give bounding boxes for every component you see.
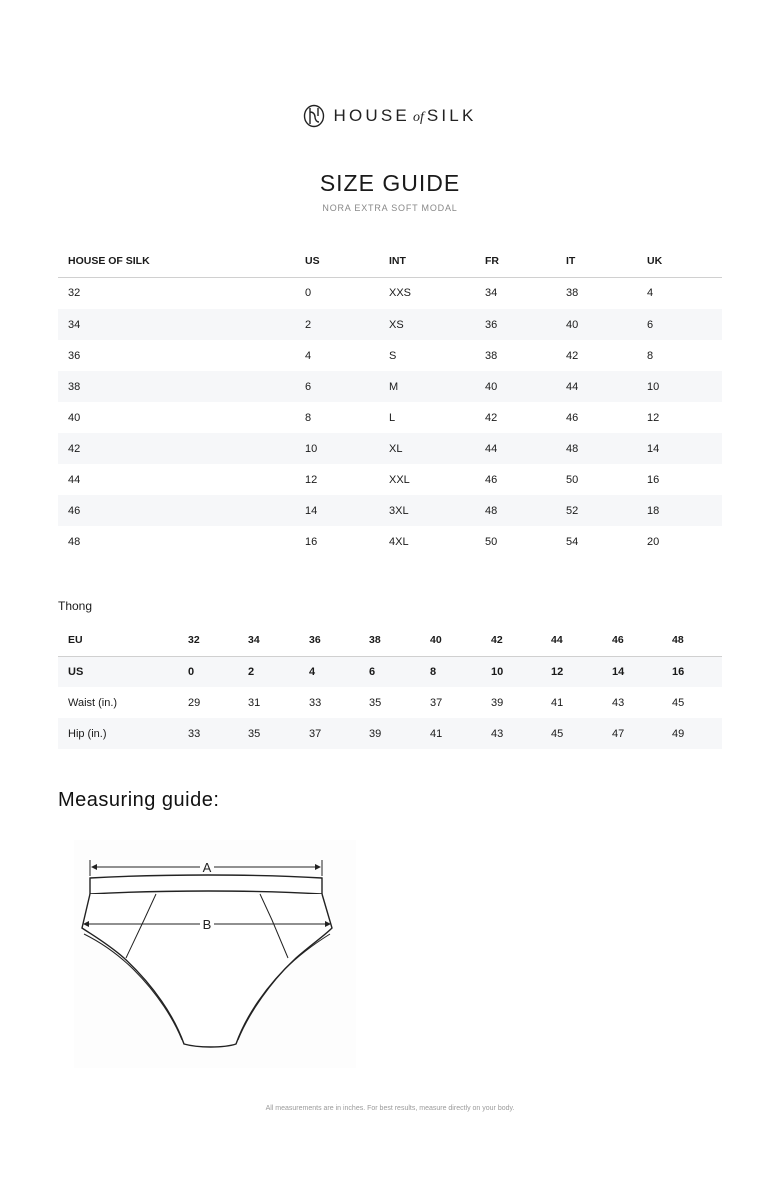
table-cell: 8 (647, 349, 654, 362)
table-cell: 12 (541, 656, 602, 687)
table-cell: 14 (602, 656, 662, 687)
column-header: IT (556, 245, 637, 277)
table-cell: 43 (481, 718, 541, 749)
table-cell: 14 (637, 433, 722, 464)
column-header: 46 (602, 624, 662, 656)
table-cell: 2 (238, 656, 299, 687)
table-cell: 6 (359, 656, 420, 687)
page-subtitle: NORA EXTRA SOFT MODAL (322, 203, 458, 213)
table-cell: 16 (647, 473, 660, 486)
table-cell: 37 (430, 696, 443, 709)
table-cell: 39 (359, 718, 420, 749)
column-header: HOUSE OF SILK (58, 245, 295, 277)
table-cell: 35 (238, 718, 299, 749)
measure-label-a: A (202, 860, 212, 875)
column-header: 34 (238, 624, 299, 656)
measuring-guide-title: Measuring guide: (58, 789, 220, 811)
table-cell: XL (379, 433, 475, 464)
column-header: 32 (178, 624, 238, 656)
table-cell: 16 (662, 656, 722, 687)
table-cell: 35 (369, 696, 382, 709)
table-cell: 48 (68, 535, 81, 548)
column-header: INT (379, 245, 475, 277)
table-cell: 10 (295, 433, 379, 464)
table-cell: 4 (299, 656, 359, 687)
table-cell: 32 (68, 287, 81, 300)
table-cell: 6 (295, 371, 379, 402)
table-cell: M (379, 371, 475, 402)
table-cell: 37 (299, 718, 359, 749)
table-cell: 41 (420, 718, 481, 749)
page-title: SIZE GUIDE (319, 170, 461, 196)
table-cell: 46 (485, 473, 498, 486)
table-cell: 3XL (379, 495, 475, 526)
column-header: 42 (481, 624, 541, 656)
table-cell: 40 (556, 309, 637, 340)
table-cell: XS (379, 309, 475, 340)
table-cell: 52 (556, 495, 637, 526)
table-cell: 45 (672, 696, 685, 709)
table-row (58, 402, 722, 433)
table-cell: 12 (305, 473, 318, 486)
table-cell: 43 (612, 696, 625, 709)
table-cell: 50 (485, 535, 498, 548)
column-header: US (295, 245, 379, 277)
table-cell: 50 (566, 473, 579, 486)
table-cell: 10 (481, 656, 541, 687)
table-cell: 41 (551, 696, 564, 709)
table-cell: 0 (305, 287, 312, 300)
thong-section-label: Thong (58, 599, 93, 613)
table-cell: 40 (475, 371, 556, 402)
table-cell: L (389, 411, 396, 424)
measure-label-b: B (202, 917, 212, 932)
column-header: EU (58, 624, 178, 656)
table-row (58, 371, 722, 402)
table-header-row (58, 624, 722, 656)
table-row (58, 687, 722, 718)
table-cell: 54 (566, 535, 579, 548)
footnote: All measurements are in inches. For best results, measure directly on your body. (265, 1105, 515, 1112)
table-cell: 14 (295, 495, 379, 526)
row-label: Hip (in.) (58, 718, 178, 749)
table-cell: 33 (309, 696, 322, 709)
table-cell: 36 (475, 309, 556, 340)
table-cell: 8 (305, 411, 312, 424)
table-cell: 45 (541, 718, 602, 749)
table-row (58, 340, 722, 371)
table-cell: 48 (556, 433, 637, 464)
table-cell: 47 (602, 718, 662, 749)
table-cell: 20 (647, 535, 660, 548)
table-cell: 29 (188, 696, 201, 709)
brand-logo (0, 104, 780, 128)
table-cell: 42 (485, 411, 498, 424)
table-cell: 31 (248, 696, 261, 709)
thong-size-table (58, 624, 722, 749)
table-cell: XXS (389, 287, 412, 300)
brand-wordmark: HOUSE of SILK (333, 106, 477, 125)
table-cell: 48 (475, 495, 556, 526)
table-cell: 36 (68, 349, 81, 362)
table-cell: S (389, 349, 397, 362)
table-row (58, 718, 722, 749)
table-cell: 8 (420, 656, 481, 687)
table-cell: 34 (58, 309, 295, 340)
table-cell: 42 (566, 349, 579, 362)
table-cell: 12 (647, 411, 660, 424)
table-cell: XXL (389, 473, 410, 486)
column-header: 40 (420, 624, 481, 656)
column-header: 38 (359, 624, 420, 656)
table-cell: 18 (637, 495, 722, 526)
table-row (58, 277, 722, 309)
column-header: FR (475, 245, 556, 277)
table-row (58, 433, 722, 464)
table-cell: 10 (637, 371, 722, 402)
table-cell: 6 (637, 309, 722, 340)
column-header: 48 (662, 624, 722, 656)
table-cell: 38 (58, 371, 295, 402)
table-row (58, 656, 722, 687)
briefs-measurement-diagram-icon (74, 840, 356, 1068)
table-cell: 46 (566, 411, 579, 424)
table-row (58, 464, 722, 495)
table-cell: 34 (485, 287, 498, 300)
table-cell: 38 (485, 349, 498, 362)
row-label: Waist (in.) (68, 696, 118, 709)
table-row (58, 495, 722, 526)
table-row (58, 526, 722, 557)
size-conversion-table (58, 245, 722, 557)
column-header: UK (637, 245, 722, 277)
house-of-silk-monogram-icon (303, 104, 325, 128)
table-cell: 44 (475, 433, 556, 464)
table-cell: 42 (58, 433, 295, 464)
table-cell: 46 (58, 495, 295, 526)
row-label: US (58, 656, 178, 687)
table-cell: 0 (178, 656, 238, 687)
table-row (58, 309, 722, 340)
column-header: 36 (299, 624, 359, 656)
table-cell: 44 (556, 371, 637, 402)
table-cell: 49 (662, 718, 722, 749)
table-cell: 44 (68, 473, 81, 486)
table-cell: 39 (491, 696, 504, 709)
table-cell: 4XL (389, 535, 409, 548)
table-cell: 4 (647, 287, 654, 300)
table-cell: 2 (295, 309, 379, 340)
table-cell: 4 (305, 349, 312, 362)
table-cell: 33 (178, 718, 238, 749)
column-header: 44 (541, 624, 602, 656)
table-cell: 40 (68, 411, 81, 424)
table-header-row (58, 245, 722, 277)
table-cell: 16 (305, 535, 318, 548)
table-cell: 38 (566, 287, 579, 300)
